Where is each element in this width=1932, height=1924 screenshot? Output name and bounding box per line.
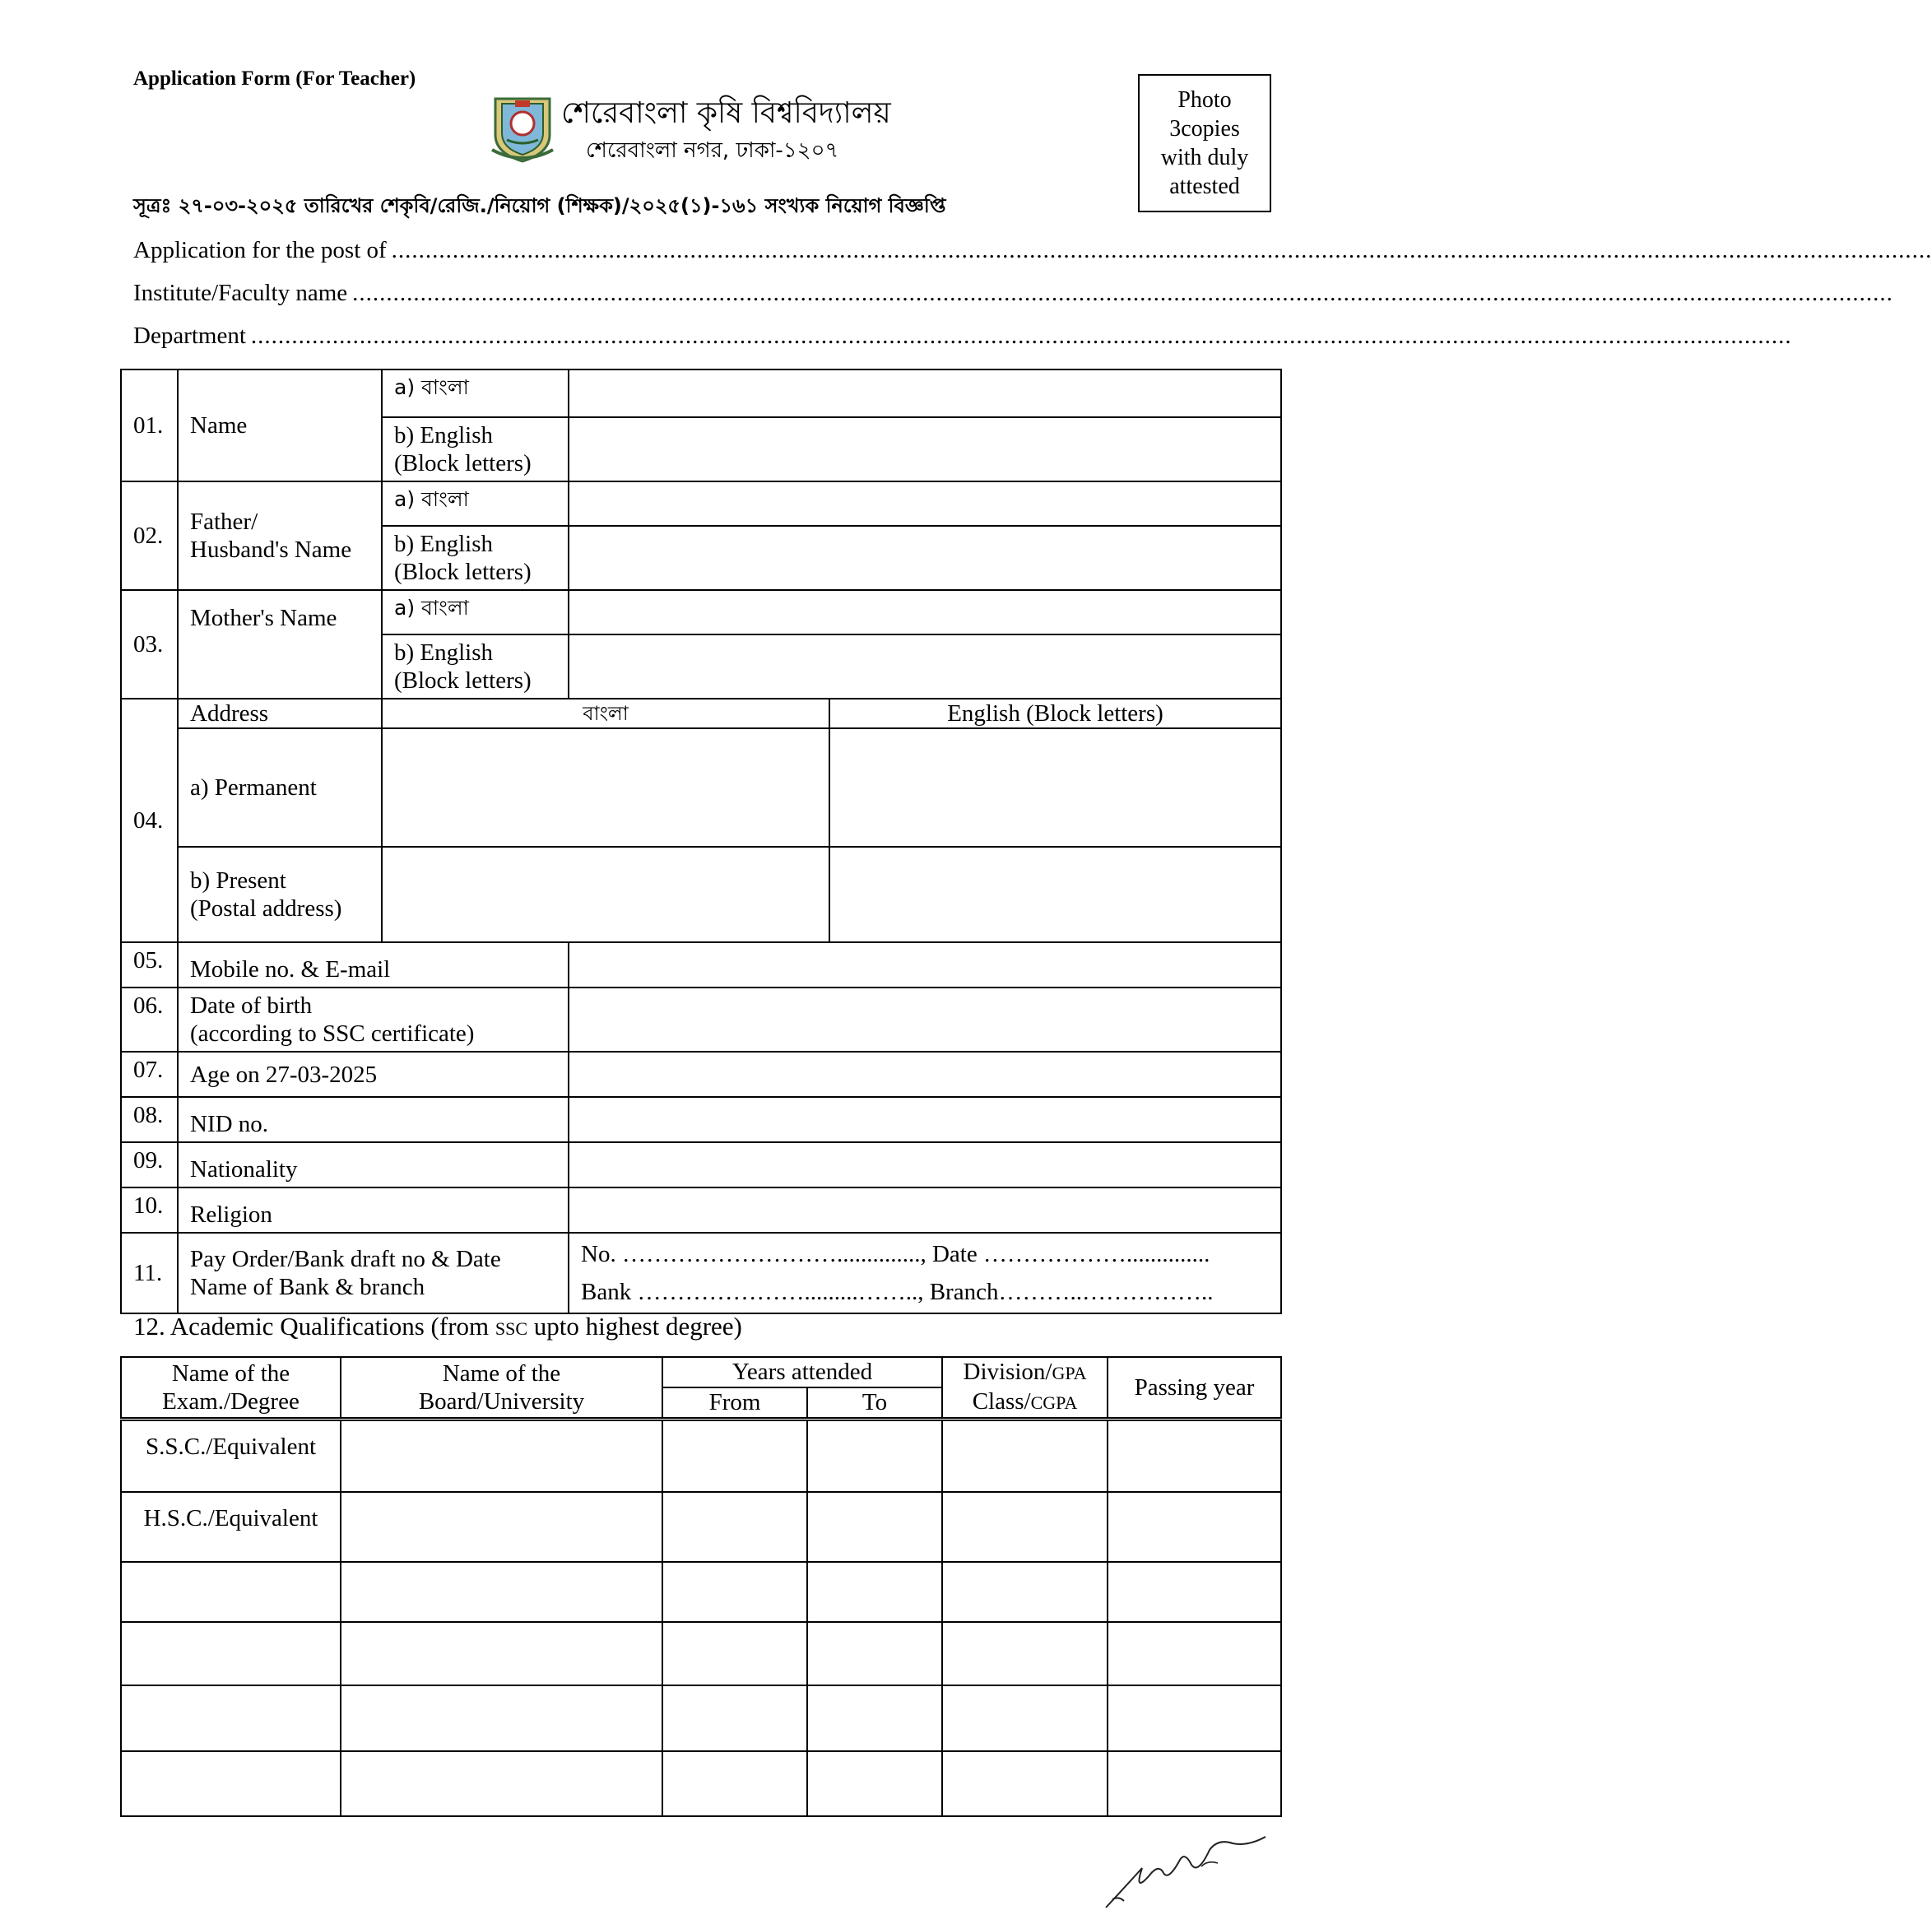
row-number: 11. xyxy=(121,1233,178,1313)
religion-label: Religion xyxy=(178,1187,569,1233)
institute-field[interactable] xyxy=(133,280,1893,307)
row-number: 02. xyxy=(121,481,178,590)
passing-year-input[interactable] xyxy=(1108,1622,1281,1685)
form-title: Application Form (For Teacher) xyxy=(133,67,416,90)
nid-input[interactable] xyxy=(569,1097,1281,1142)
mother-english-input[interactable] xyxy=(569,634,1281,699)
nationality-label: Nationality xyxy=(178,1142,569,1187)
father-english-input[interactable] xyxy=(569,526,1281,590)
board-input[interactable] xyxy=(341,1492,662,1562)
passing-year-input[interactable] xyxy=(1108,1562,1281,1622)
from-input[interactable] xyxy=(662,1685,807,1751)
row-number: 10. xyxy=(121,1187,178,1233)
religion-input[interactable] xyxy=(569,1187,1281,1233)
row-number: 04. xyxy=(121,699,178,942)
mobile-input[interactable] xyxy=(569,942,1281,988)
row-number: 07. xyxy=(121,1052,178,1097)
permanent-label: a) Permanent xyxy=(178,728,382,847)
post-field[interactable] xyxy=(133,237,1932,264)
row-number: 03. xyxy=(121,590,178,699)
permanent-english-input[interactable] xyxy=(829,728,1281,847)
to-input[interactable] xyxy=(807,1492,942,1562)
division-input[interactable] xyxy=(942,1751,1108,1816)
to-input[interactable] xyxy=(807,1685,942,1751)
board-input[interactable] xyxy=(341,1562,662,1622)
row-number: 01. xyxy=(121,369,178,481)
exam-name-cell[interactable] xyxy=(121,1751,341,1816)
department-field[interactable] xyxy=(133,323,1792,350)
department-dots: ................................................................................................................................................................................................................................... xyxy=(250,323,1792,349)
mother-bangla-label: a) বাংলা xyxy=(382,590,569,634)
division-input[interactable] xyxy=(942,1492,1108,1562)
passing-year-input[interactable] xyxy=(1108,1420,1281,1492)
name-english-input[interactable] xyxy=(569,417,1281,481)
academic-qualifications-table xyxy=(120,1356,1282,1817)
photo-line: attested xyxy=(1169,174,1240,199)
address-english-header: English (Block letters) xyxy=(829,699,1281,728)
passing-year-input[interactable] xyxy=(1108,1685,1281,1751)
to-input[interactable] xyxy=(807,1622,942,1685)
address-bangla-header: বাংলা xyxy=(382,699,829,728)
col-from-header: From xyxy=(662,1387,807,1420)
col-to-header: To xyxy=(807,1387,942,1420)
institute-dots: ................................................................................................................................................................................................................................... xyxy=(352,280,1893,306)
nid-label: NID no. xyxy=(178,1097,569,1142)
exam-name-cell[interactable] xyxy=(121,1622,341,1685)
passing-year-input[interactable] xyxy=(1108,1751,1281,1816)
father-english-label: b) English (Block letters) xyxy=(382,526,569,590)
row-number: 09. xyxy=(121,1142,178,1187)
mobile-label: Mobile no. & E-mail xyxy=(178,942,569,988)
father-bangla-input[interactable] xyxy=(569,481,1281,526)
row-number: 06. xyxy=(121,988,178,1052)
exam-name-cell[interactable] xyxy=(121,1685,341,1751)
division-input[interactable] xyxy=(942,1685,1108,1751)
department-label: Department xyxy=(133,323,246,349)
from-input[interactable] xyxy=(662,1562,807,1622)
name-bangla-label: a) বাংলা xyxy=(382,369,569,417)
payorder-no-date: No. ……………………….............., Date ……………….............. xyxy=(581,1241,1210,1267)
age-label: Age on 27-03-2025 xyxy=(178,1052,569,1097)
payorder-bank-branch: Bank ………………….........…….., Branch………..…………….. xyxy=(581,1279,1214,1305)
name-label: Name xyxy=(178,369,382,481)
dob-label: Date of birth (according to SSC certificate) xyxy=(178,988,569,1052)
post-dots: ................................................................................................................................................................................................................................... xyxy=(391,237,1932,263)
academic-section-title: 12. Academic Qualifications (from SSC upto highest degree) xyxy=(133,1312,742,1341)
division-input[interactable] xyxy=(942,1562,1108,1622)
from-input[interactable] xyxy=(662,1420,807,1492)
age-input[interactable] xyxy=(569,1052,1281,1097)
photo-line: Photo xyxy=(1177,87,1232,113)
photo-box xyxy=(1138,74,1271,212)
payorder-input[interactable] xyxy=(569,1233,1281,1313)
university-logo-icon xyxy=(490,92,555,163)
father-label: Father/ Husband's Name xyxy=(178,481,382,590)
from-input[interactable] xyxy=(662,1622,807,1685)
reference-line: সূত্রঃ ২৭-০৩-২০২৫ তারিখের শেকৃবি/রেজি./নিয়োগ (শিক্ষক)/২০২৫(১)-১৬১ সংখ্যক নিয়োগ বিজ্ঞপ্তি xyxy=(133,194,946,217)
board-input[interactable] xyxy=(341,1622,662,1685)
board-input[interactable] xyxy=(341,1751,662,1816)
academic-table-wrapper xyxy=(120,1356,1280,1826)
name-english-label: b) English (Block letters) xyxy=(382,417,569,481)
present-english-input[interactable] xyxy=(829,847,1281,942)
division-input[interactable] xyxy=(942,1420,1108,1492)
passing-year-input[interactable] xyxy=(1108,1492,1281,1562)
present-label: b) Present (Postal address) xyxy=(178,847,382,942)
col-division-header: Division/GPA Class/CGPA xyxy=(942,1357,1108,1420)
post-label: Application for the post of xyxy=(133,237,387,263)
exam-name-cell: H.S.C./Equivalent xyxy=(121,1492,341,1562)
dob-input[interactable] xyxy=(569,988,1281,1052)
mother-english-label: b) English (Block letters) xyxy=(382,634,569,699)
address-label: Address xyxy=(178,699,382,728)
row-number: 08. xyxy=(121,1097,178,1142)
row-number: 05. xyxy=(121,942,178,988)
photo-line: with duly xyxy=(1160,145,1249,170)
institute-label: Institute/Faculty name xyxy=(133,280,348,306)
col-years-header: Years attended xyxy=(662,1357,942,1387)
permanent-bangla-input[interactable] xyxy=(382,728,829,847)
nationality-input[interactable] xyxy=(569,1142,1281,1187)
mother-bangla-input[interactable] xyxy=(569,590,1281,634)
to-input[interactable] xyxy=(807,1562,942,1622)
personal-info-table xyxy=(120,369,1282,1314)
to-input[interactable] xyxy=(807,1751,942,1816)
name-bangla-input[interactable] xyxy=(569,369,1281,417)
board-input[interactable] xyxy=(341,1685,662,1751)
from-input[interactable] xyxy=(662,1751,807,1816)
exam-name-cell[interactable] xyxy=(121,1562,341,1622)
col-exam-header: Name of the Exam./Degree xyxy=(121,1357,341,1420)
from-input[interactable] xyxy=(662,1492,807,1562)
present-bangla-input[interactable] xyxy=(382,847,829,942)
board-input[interactable] xyxy=(341,1420,662,1492)
mother-label: Mother's Name xyxy=(178,590,382,699)
division-input[interactable] xyxy=(942,1622,1108,1685)
exam-name-cell: S.S.C./Equivalent xyxy=(121,1420,341,1492)
university-address: শেরেবাংলা নগর, ঢাকা-১২০৭ xyxy=(586,138,839,163)
handwritten-signature xyxy=(1094,1827,1275,1917)
father-bangla-label: a) বাংলা xyxy=(382,481,569,526)
university-name: শেরেবাংলা কৃষি বিশ্ববিদ্যালয় xyxy=(561,96,891,130)
payorder-label: Pay Order/Bank draft no & Date Name of Bank & branch xyxy=(178,1233,569,1313)
to-input[interactable] xyxy=(807,1420,942,1492)
photo-line: 3copies xyxy=(1169,116,1240,142)
col-passing-header: Passing year xyxy=(1108,1357,1281,1420)
col-board-header: Name of the Board/University xyxy=(341,1357,662,1420)
